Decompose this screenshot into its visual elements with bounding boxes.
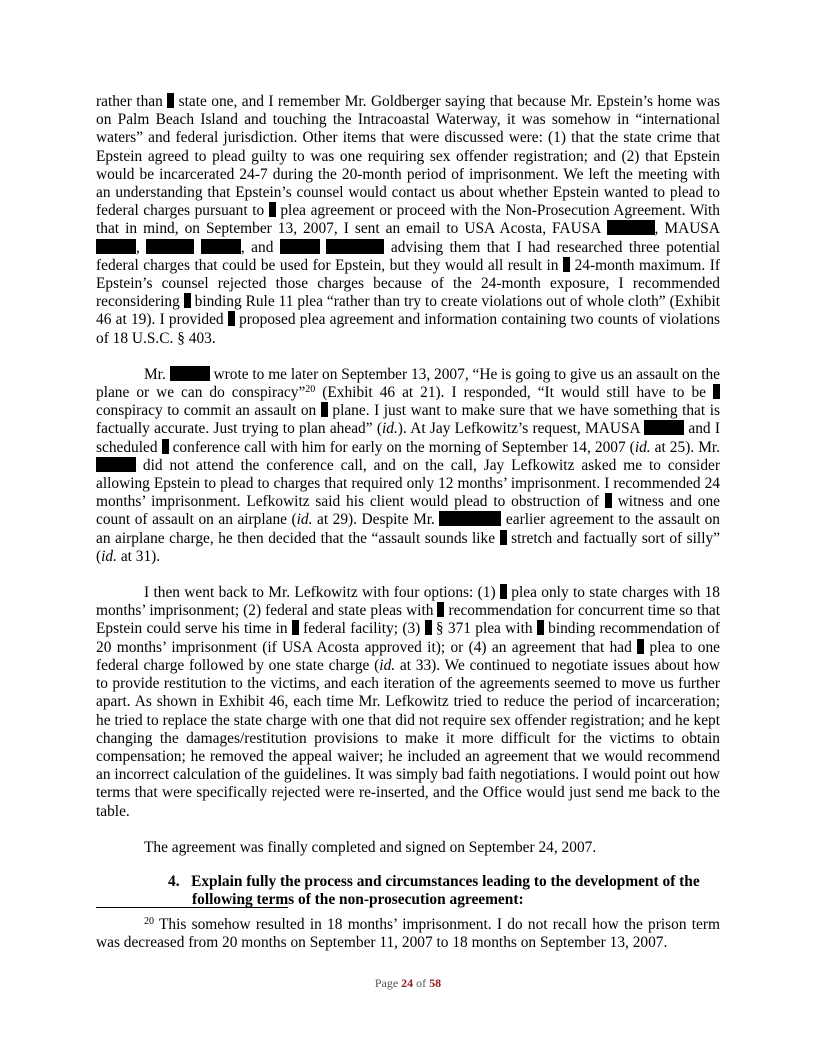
redaction-bar	[563, 257, 570, 272]
redaction-bar	[321, 402, 328, 417]
redaction-bar	[292, 620, 299, 635]
paragraph-4: The agreement was finally completed and signed on September 24, 2007.	[144, 838, 597, 856]
redaction-bar	[280, 239, 320, 254]
redaction-bar	[500, 584, 507, 599]
paragraph-3: I then went back to Mr. Lefkowitz with four options: (1) plea only to state charges with 18 months’ imprisonment; (2) federal and state pleas with recommendation for concurrent time so that Epstein could serve his time in federal facility; (3) § 371 plea with binding recommendation of 20 months’ imprisonment (if USA Acosta approved it); or (4) an agreement that had plea to one federal charge followed by one state charge (id. at 33). We continued to negotiate issues about how to provide restitution to the victims, and each iteration of the agreements seemed to move us further apart. As shown in Exhibit 46, each time Mr. Lefkowitz tried to reduce the period of incarceration; he tried to replace the state charge with one that did not require sex offender registration; and he kept changing the damages/restitution provisions to make it more difficult for the victims to obtain compensation; he removed the appeal waiver; he included an agreement that we would recommend an incorrect calculation of the guidelines. It was simply bad faith negotiations. I would point out how terms that were specifically rejected were re-inserted, and the Office would just send me back to the table.	[96, 584, 721, 820]
citation-id: id.	[379, 656, 396, 674]
redaction-bar	[96, 239, 136, 254]
footnote-20	[96, 916, 720, 952]
footnote-divider	[96, 907, 288, 908]
citation-id: id.	[296, 511, 313, 529]
citation-id: id.	[381, 420, 398, 438]
citation-id: id.	[634, 438, 651, 456]
redaction-bar	[170, 366, 210, 381]
footer-total-pages: 58	[429, 976, 442, 990]
footnote-text: This somehow resulted in 18 months’ imprisonment. I do not recall how the prison term was decreased from 20 months on September 11, 2007 to 18 months on September 13, 2007.	[96, 916, 720, 952]
redaction-bar	[425, 620, 432, 635]
paragraph-2: Mr. wrote to me later on September 13, 2007, “He is going to give us an assault on the plane or we can do conspiracy”$^{20}$ (Exhibit 46 at 21). I responded, “It would still have to be conspiracy to commit an assault on plane. I just want to make sure that we have something that is factually accurate. Just trying to plan ahead” (id.). At Jay Lefkowitz’s request, MAUSA and I scheduled conference call with him for early on the morning of September 14, 2007 (id. at 25). Mr. did not attend the conference call, and on the call, Jay Lefkowitz asked me to consider allowing Epstein to plead to charges that required only 12 months’ imprisonment. I recommended 24 months’ imprisonment. Lefkowitz said his client would plead to obstruction of witness and one count of assault on an airplane (id. at 29). Despite Mr. earlier agreement to the assault on an airplane charge, he then decided that the “assault sounds like stretch and factually sort of silly” (id. at 31).	[96, 365, 721, 565]
redaction-bar	[269, 202, 276, 217]
redaction-bar	[644, 420, 684, 435]
redaction-bar	[167, 93, 174, 108]
redaction-bar	[326, 239, 384, 254]
redaction-bar	[607, 220, 655, 235]
redaction-bar	[437, 602, 444, 617]
redaction-bar	[184, 293, 191, 308]
redaction-bar	[146, 239, 194, 254]
redaction-bar	[500, 530, 507, 545]
redaction-bar	[228, 311, 235, 326]
redaction-bar	[637, 639, 644, 654]
page-footer	[0, 976, 816, 991]
footnote-reference: 20	[305, 384, 316, 396]
redaction-bar	[201, 239, 241, 254]
redaction-bar	[96, 457, 136, 472]
redaction-bar	[439, 511, 501, 526]
footnote-mark: 20	[144, 916, 154, 927]
question-number: 4.	[168, 872, 180, 890]
paragraph-1: rather than state one, and I remember Mr. Goldberger saying that because Mr. Epstein’s home was on Palm Beach Island and touching the Intracoastal Waterway, it was somehow in “international waters” and federal jurisdiction. Other items that were discussed were: (1) that the state crime that Epstein agreed to plead guilty to was one requiring sex offender registration; and (2) that Epstein would be incarcerated 24-7 during the 20-month period of imprisonment. We left the meeting with an understanding that Epstein’s counsel would contact us about whether Epstein wanted to plead to federal charges pursuant to plea agreement or proceed with the Non-Prosecution Agreement. With that in mind, on September 13, 2007, I sent an email to USA Acosta, FAUSA , MAUSA , , and advising them that I had researched three potential federal charges that could be used for Epstein, but they would all result in 24-month maximum. If Epstein’s counsel rejected those charges because of the 24-month exposure, I recommended reconsidering binding Rule 11 plea “rather than try to create violations out of whole cloth” (Exhibit 46 at 19). I provided proposed plea agreement and information containing two counts of violations of 18 U.S.C. § 403.	[96, 93, 721, 347]
footer-of-word: of	[416, 976, 427, 990]
redaction-bar	[162, 439, 169, 454]
footer-page-word: Page	[374, 976, 399, 990]
redaction-bar	[605, 493, 612, 508]
question-heading	[96, 873, 720, 909]
document-body	[96, 93, 720, 909]
redaction-bar	[713, 384, 720, 399]
redaction-bar	[537, 620, 544, 635]
question-text: Explain fully the process and circumstances leading to the development of the following terms of the non-prosecution agreement:	[191, 872, 700, 909]
citation-id: id.	[101, 547, 117, 565]
footer-page-number: 24	[401, 976, 414, 990]
